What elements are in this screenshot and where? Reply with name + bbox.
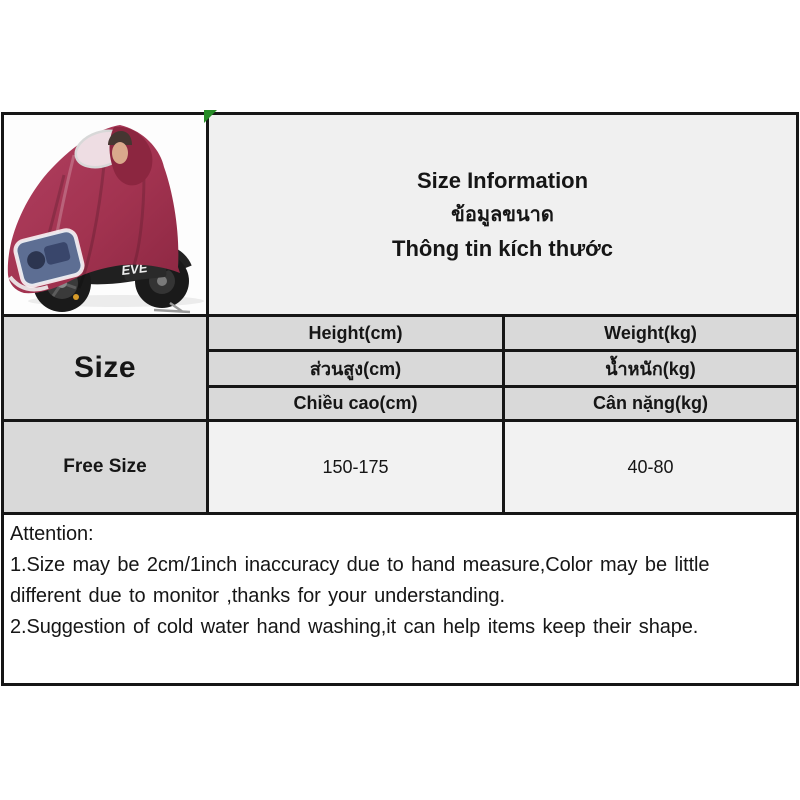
title-english: Size Information — [416, 167, 589, 193]
raincoat-scooter-illustration — [4, 115, 206, 314]
size-info-title-panel — [209, 115, 796, 314]
attention-line: 2.Suggestion of cold water hand washing,it can help items keep their shape. — [10, 616, 699, 638]
column-header-weight-en: Weight(kg) — [505, 317, 796, 349]
scooter-logo-text: EVE — [120, 259, 149, 278]
title-thai: ข้อมูลขนาด — [451, 203, 554, 226]
height-value-cell: 150-175 — [209, 422, 502, 512]
attention-heading: Attention: — [10, 523, 94, 545]
attention-line: different due to monitor ,thanks for your understanding. — [10, 585, 505, 607]
green-corner-marker — [204, 110, 217, 123]
title-vietnamese: Thông tin kích thước — [392, 235, 613, 261]
column-header-height-vi: Chiều cao(cm) — [209, 388, 502, 419]
weight-value-cell: 40-80 — [505, 422, 796, 512]
size-chart-sheet — [1, 112, 799, 686]
column-header-height-th: ส่วนสูง(cm) — [209, 352, 502, 385]
product-photo — [4, 115, 206, 314]
attention-panel — [4, 515, 796, 683]
attention-line: 1.Size may be 2cm/1inch inaccuracy due to hand measure,Color may be little — [10, 554, 710, 576]
column-header-weight-th: น้ำหนัก(kg) — [505, 352, 796, 385]
column-header-weight-vi: Cân nặng(kg) — [505, 388, 796, 419]
size-row-label: Free Size — [4, 422, 206, 512]
column-header-height-en: Height(cm) — [209, 317, 502, 349]
size-header-cell: Size — [4, 317, 206, 419]
